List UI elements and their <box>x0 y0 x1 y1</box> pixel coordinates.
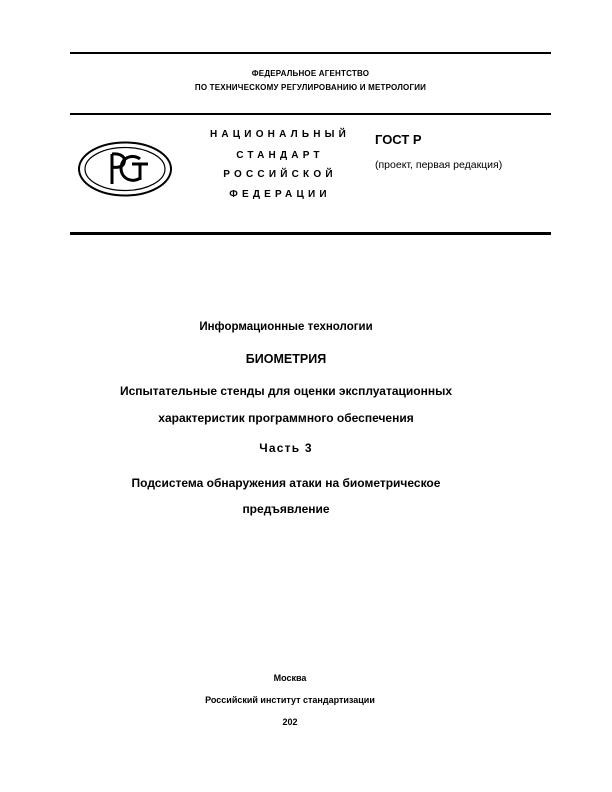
national-standard-line-4: ФЕДЕРАЦИИ <box>229 189 331 200</box>
top-divider <box>70 52 551 54</box>
publisher: Российский институт стандартизации <box>205 695 375 705</box>
agency-line-2: ПО ТЕХНИЧЕСКОМУ РЕГУЛИРОВАНИЮ И МЕТРОЛОГИИ <box>194 83 427 92</box>
rst-certification-mark-icon <box>76 140 174 198</box>
part-title-line-1: Подсистема обнаружения атаки на биометрическое <box>131 476 441 490</box>
agency-line-1: ФЕДЕРАЛЬНОЕ АГЕНТСТВО <box>251 69 370 78</box>
national-standard-line-1: НАЦИОНАЛЬНЫЙ <box>209 129 351 140</box>
standard-designation: ГОСТ Р <box>375 132 422 147</box>
publication-city: Москва <box>273 673 307 683</box>
part-number: Часть 3 <box>259 441 313 455</box>
part-title-line-2: предъявление <box>242 502 330 516</box>
publication-year: 202 <box>282 717 298 727</box>
title-field: Информационные технологии <box>199 321 373 333</box>
title-main: БИОМЕТРИЯ <box>245 352 327 366</box>
draft-status: (проект, первая редакция) <box>375 159 503 171</box>
bottom-divider <box>70 232 551 235</box>
national-standard-line-2: СТАНДАРТ <box>236 150 324 161</box>
subtitle-line-1: Испытательные стенды для оценки эксплуатационных <box>119 384 453 398</box>
subtitle-line-2: характеристик программного обеспечения <box>158 411 414 425</box>
header-divider <box>70 113 551 115</box>
national-standard-line-3: РОССИЙСКОЙ <box>223 169 337 180</box>
